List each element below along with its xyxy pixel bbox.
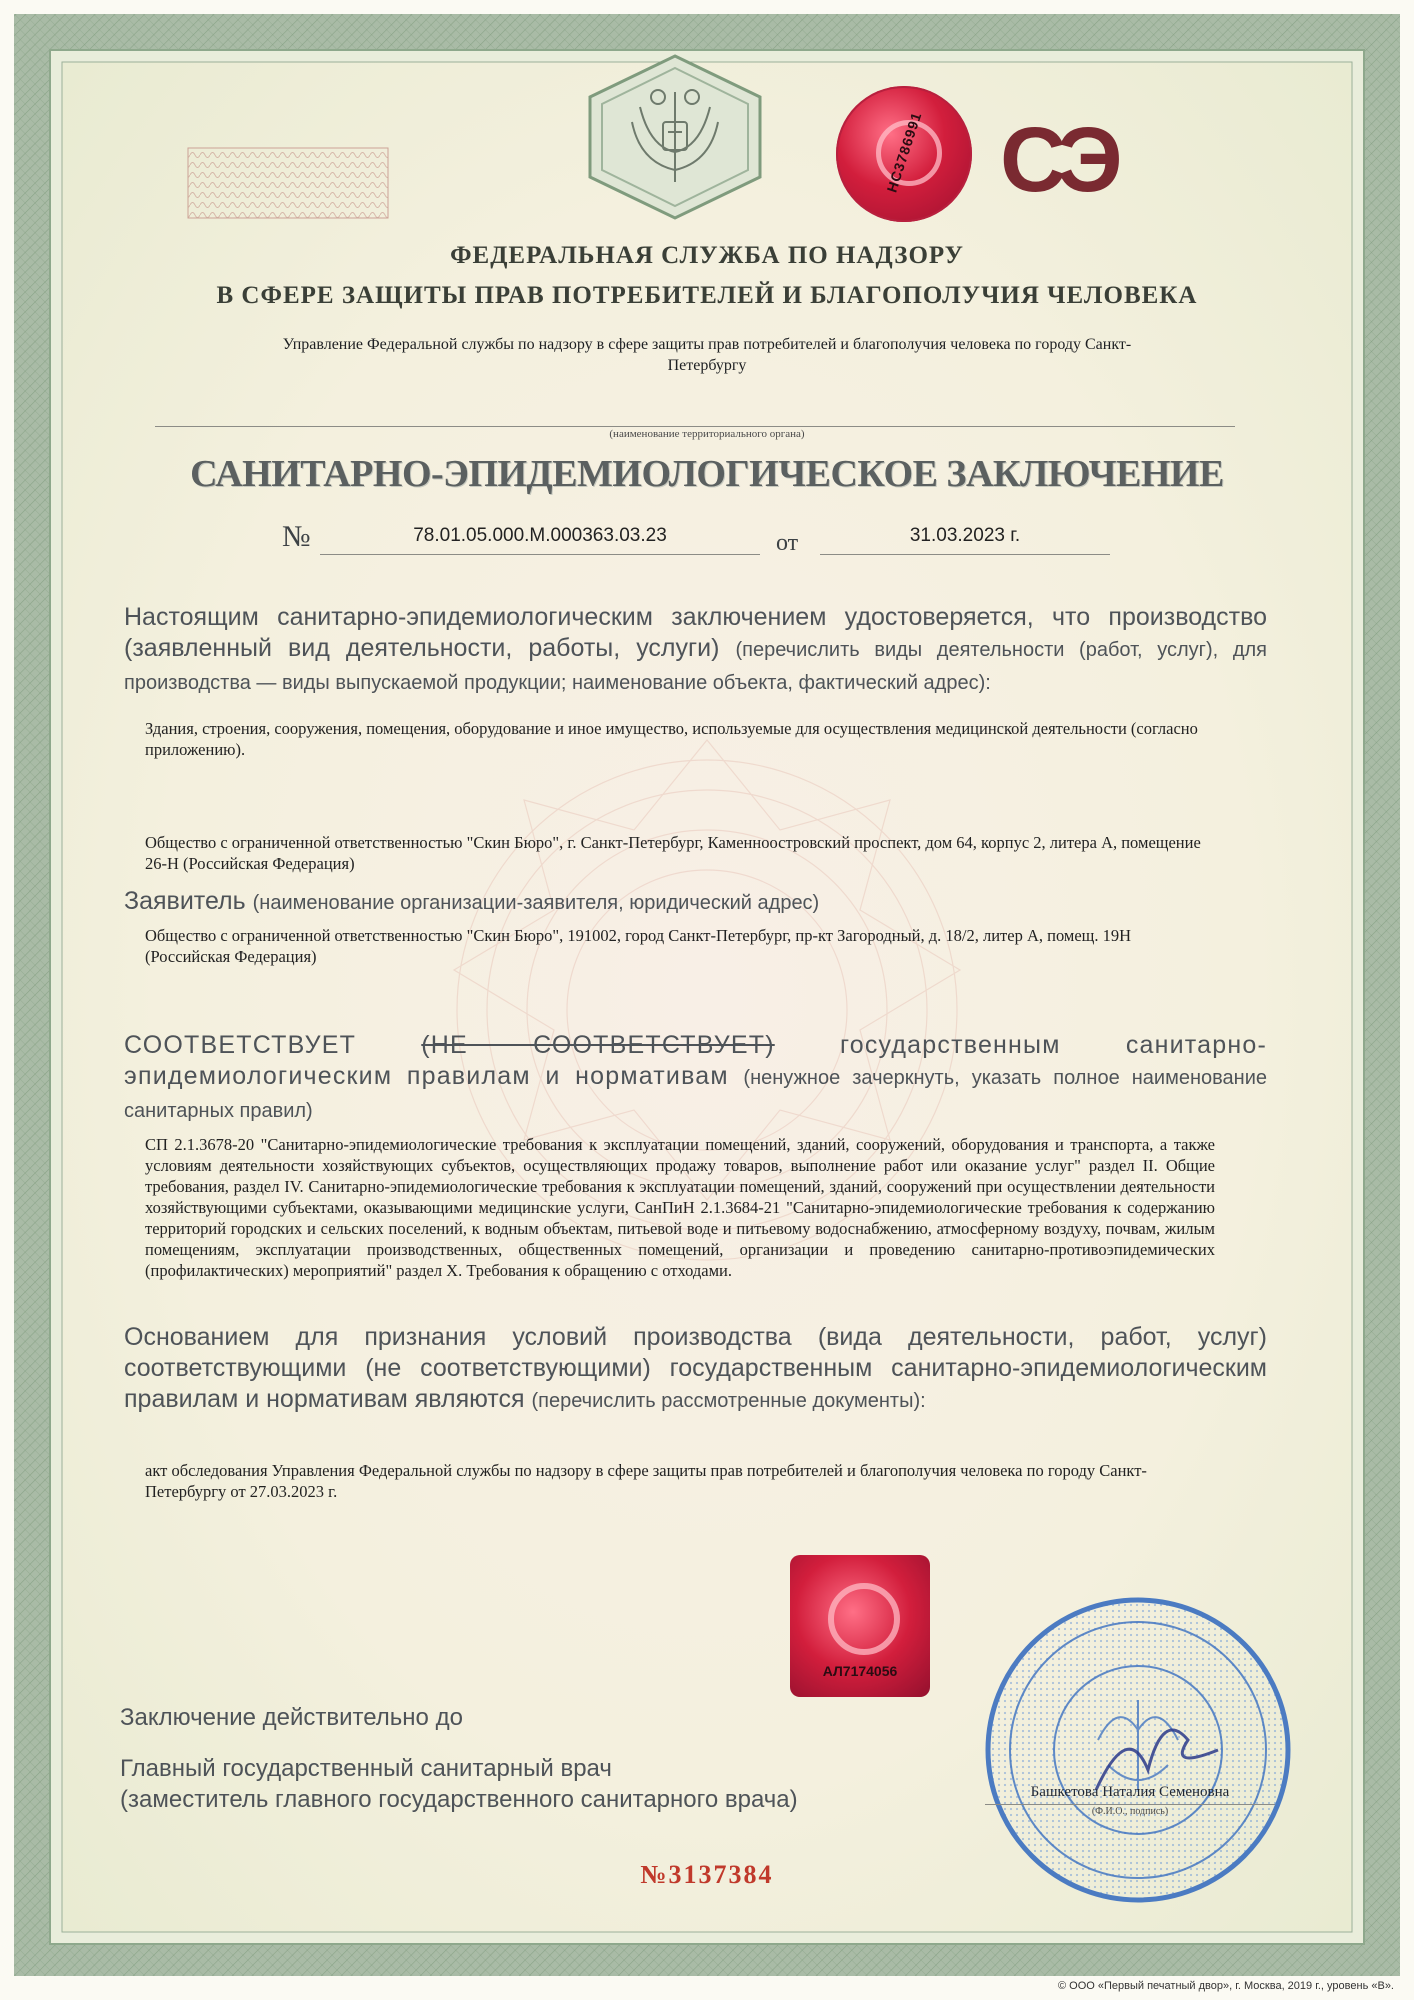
applicant-hint: (наименование организации-заявителя, юридический адрес) (252, 892, 820, 914)
number-underline (320, 554, 760, 555)
object-address: Общество с ограниченной ответственностью "Скин Бюро", г. Санкт-Петербург, Каменноостровский проспект, дом 64, корпус 2, литера А, помещение 26-Н (Российская Федерация) (145, 833, 1201, 873)
hologram-code-mid: АЛ7174056 (822, 1663, 898, 1679)
intro-statement (124, 602, 1267, 699)
signatory-title-line1: Главный государственный санитарный врач (120, 1755, 612, 1782)
validity-label: Заключение действительно до (120, 1704, 463, 1731)
signatory-name: Башкетова Наталия Семеновна (1030, 1784, 1230, 1800)
date-underline (820, 554, 1110, 555)
signatory-caption: (Ф.И.О., подпись) (1091, 1806, 1169, 1817)
number-sign: № (282, 520, 311, 553)
certificate-date: 31.03.2023 г. (909, 525, 1021, 546)
territorial-authority-line1: Управление Федеральной службы по надзору в сфере защиты прав потребителей и благополучия человека по городу Санкт- (282, 336, 1132, 353)
compliance-rest: государственным санитарно-эпидемиологическим правилам и нормативам (124, 1031, 1268, 1090)
authority-caption: (наименование территориального органа) (609, 428, 805, 440)
hologram-sticker (790, 1555, 930, 1697)
basis-statement (124, 1322, 1267, 1417)
authority-underline (155, 426, 1235, 427)
signatory-title-line2: (заместитель главного государственного санитарного врача) (120, 1786, 798, 1813)
compliance-struck: (НЕ СООТВЕТСТВУЕТ) (421, 1031, 775, 1059)
intro-hint: (перечислить виды деятельности (работ, услуг), для производства — виды выпускаемой продукции; наименование объекта, фактический адрес): (124, 639, 1267, 694)
blank-serial-number: №3137384 (640, 1860, 774, 1889)
basis-hint: (перечислить рассмотренные документы): (531, 1390, 926, 1412)
applicant-label: Заявитель (124, 887, 246, 915)
applicant-value: Общество с ограниченной ответственностью "Скин Бюро", 191002, город Санкт-Петербург, пр-кт Загородный, д. 18/2, литер А, помещ. 19Н (Российская Федерация) (145, 926, 1132, 966)
sanitary-rules: СП 2.1.3678-20 "Санитарно-эпидемиологические требования к эксплуатации помещений, зданий, сооружений, оборудования и транспорта, а также условиям деятельности хозяйствующих субъектов, осуществляющих продажу товаров, выполнение работ или оказание услуг" раздел II. Общие требования, раздел IV. Санитарно-эпидемиологические требования к эксплуатации помещений, зданий, сооружений при осуществлении деятельности хозяйствующими субъектами, оказывающими медицинские услуги, СанПиН 2.1.3684-21 "Санитарно-эпидемиологические требования к содержанию территорий городских и сельских поселений, к водным объектам, питьевой воде и питьевому водоснабжению, атмосферному воздуху, почвам, жилым помещениям, эксплуатации производственных, общественных помещений, организации и проведению санитарно-противоэпидемических (профилактических) мероприятий" раздел X. Требования к обращению с отходами. (145, 1135, 1215, 1280)
compliance-hint: (ненужное зачеркнуть, указать полное наименование санитарных правил) (124, 1067, 1267, 1122)
signatory-underline (985, 1804, 1275, 1805)
printer-footer: © ООО «Первый печатный двор», г. Москва, 2019 г., уровень «В». (1058, 1980, 1394, 1992)
signatory-title (120, 1753, 880, 1815)
date-from-label: от (776, 530, 799, 556)
hologram-code-top: НС3786991 (883, 109, 925, 195)
basis-value: акт обследования Управления Федеральной службы по надзору в сфере защиты прав потребителей и благополучия человека по городу Санкт-Петербургу от 27.03.2023 г. (145, 1461, 1147, 1501)
territorial-authority (150, 334, 1264, 376)
compliance-statement (124, 1030, 1267, 1127)
hologram-seal-top (836, 86, 972, 222)
object-description: Здания, строения, сооружения, помещения, оборудование и иное имущество, используемые для осуществления медицинской деятельности (согласно приложению). (145, 719, 1198, 759)
agency-title-line2: В СФЕРЕ ЗАЩИТЫ ПРАВ ПОТРЕБИТЕЛЕЙ И БЛАГОПОЛУЧИЯ ЧЕЛОВЕКА (216, 282, 1198, 309)
applicant-heading (124, 886, 1267, 919)
se-mark-logo: СЭ (1000, 109, 1115, 211)
hologram-sticker-emblem-icon (828, 1583, 900, 1655)
intro-main: Настоящим санитарно-эпидемиологическим заключением удостоверяется, что производство (заявленный вид деятельности, работы, услуги) (124, 603, 1267, 662)
certificate-number: 78.01.05.000.М.000363.03.23 (413, 525, 667, 546)
compliance-word: СООТВЕТСТВУЕТ (124, 1031, 357, 1059)
agency-title-line1: ФЕДЕРАЛЬНАЯ СЛУЖБА ПО НАДЗОРУ (450, 242, 964, 269)
document-title: САНИТАРНО-ЭПИДЕМИОЛОГИЧЕСКОЕ ЗАКЛЮЧЕНИЕ (190, 453, 1224, 495)
state-emblem-icon (580, 52, 770, 222)
territorial-authority-line2: Петербургу (667, 357, 747, 374)
basis-main: Основанием для признания условий производства (вида деятельности, работ, услуг) соответствующими (не соответствующими) государственным санитарно-эпидемиологическим правилам и нормативам являются (124, 1323, 1267, 1413)
